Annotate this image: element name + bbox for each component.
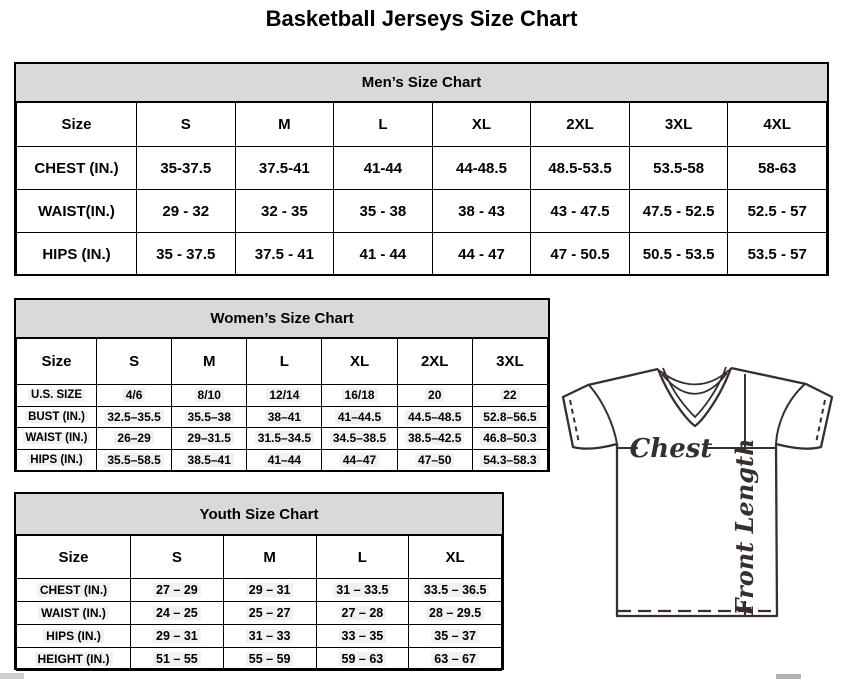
size-value: 34.5–38.5 — [322, 428, 397, 450]
size-value: 46.8–50.3 — [472, 428, 547, 450]
row-label: CHEST (IN.) — [17, 579, 131, 602]
column-header: 2XL — [531, 103, 630, 147]
column-header: S — [137, 103, 236, 147]
table-title: Women’s Size Chart — [16, 300, 548, 338]
column-header: XL — [322, 339, 397, 385]
size-value: 24 – 25 — [131, 602, 224, 625]
size-value: 37.5-41 — [235, 147, 334, 190]
size-value: 27 – 28 — [316, 602, 409, 625]
size-value: 41 - 44 — [334, 233, 433, 276]
size-value: 33.5 – 36.5 — [409, 579, 502, 602]
table-title: Men’s Size Chart — [16, 64, 827, 102]
size-value: 44 - 47 — [432, 233, 531, 276]
page-fragment-left — [0, 673, 24, 679]
size-header-label: Size — [17, 536, 131, 579]
size-value: 51 – 55 — [131, 648, 224, 671]
column-header: 3XL — [472, 339, 547, 385]
table-row — [17, 190, 827, 233]
size-value: 59 – 63 — [316, 648, 409, 671]
size-value: 35 - 38 — [334, 190, 433, 233]
size-header-label: Size — [17, 339, 97, 385]
size-value: 35-37.5 — [137, 147, 236, 190]
size-value: 52.5 - 57 — [728, 190, 827, 233]
mens-size-table — [14, 62, 829, 276]
size-value: 25 – 27 — [223, 602, 316, 625]
size-value: 12/14 — [247, 385, 322, 407]
size-value: 47–50 — [397, 449, 472, 471]
table-row — [17, 602, 502, 625]
row-label: WAIST(IN.) — [17, 190, 137, 233]
size-value: 22 — [472, 385, 547, 407]
size-value: 47.5 - 52.5 — [629, 190, 728, 233]
size-value: 50.5 - 53.5 — [629, 233, 728, 276]
womens-size-table — [14, 298, 550, 472]
collar-inner-line — [663, 367, 726, 417]
size-value: 53.5-58 — [629, 147, 728, 190]
youth-size-table — [14, 492, 504, 670]
table-row — [17, 449, 548, 471]
size-value: 38.5–42.5 — [397, 428, 472, 450]
size-value: 48.5-53.5 — [531, 147, 630, 190]
size-value: 44.5–48.5 — [397, 406, 472, 428]
table-row — [17, 233, 827, 276]
size-value: 52.8–56.5 — [472, 406, 547, 428]
size-value: 20 — [397, 385, 472, 407]
jersey-diagram-svg — [558, 364, 838, 622]
chest-label: Chest — [629, 434, 713, 464]
front-length-label: Front Length — [730, 438, 759, 616]
size-value: 33 – 35 — [316, 625, 409, 648]
size-value: 26–29 — [97, 428, 172, 450]
size-header-label: Size — [17, 103, 137, 147]
table-row — [17, 406, 548, 428]
size-value: 27 – 29 — [131, 579, 224, 602]
table-row — [17, 428, 548, 450]
jersey-measurement-diagram — [558, 364, 838, 622]
column-header: L — [334, 103, 433, 147]
size-value: 29 – 31 — [223, 579, 316, 602]
table-row — [17, 147, 827, 190]
size-value: 31 – 33 — [223, 625, 316, 648]
size-value: 31.5–34.5 — [247, 428, 322, 450]
right-armhole-seam — [776, 384, 805, 444]
size-value: 16/18 — [322, 385, 397, 407]
size-value: 35 - 37.5 — [137, 233, 236, 276]
size-value: 31 – 33.5 — [316, 579, 409, 602]
table-row — [17, 625, 502, 648]
column-header: M — [172, 339, 247, 385]
size-value: 29 - 32 — [137, 190, 236, 233]
size-value: 32 - 35 — [235, 190, 334, 233]
column-header: M — [235, 103, 334, 147]
row-label: HIPS (IN.) — [17, 449, 97, 471]
size-value: 37.5 - 41 — [235, 233, 334, 276]
size-value: 35.5–38 — [172, 406, 247, 428]
size-value: 29–31.5 — [172, 428, 247, 450]
size-value: 44-48.5 — [432, 147, 531, 190]
left-armhole-seam — [589, 385, 617, 444]
row-label: WAIST (IN.) — [17, 602, 131, 625]
size-value: 38–41 — [247, 406, 322, 428]
column-header: 2XL — [397, 339, 472, 385]
row-label: WAIST (IN.) — [17, 428, 97, 450]
size-value: 58-63 — [728, 147, 827, 190]
size-value: 63 – 67 — [409, 648, 502, 671]
collar-band-arc-2 — [662, 373, 727, 394]
size-value: 53.5 - 57 — [728, 233, 827, 276]
row-label: U.S. SIZE — [17, 385, 97, 407]
size-value: 41–44.5 — [322, 406, 397, 428]
table-row — [17, 385, 548, 407]
page-title: Basketball Jerseys Size Chart — [265, 6, 578, 31]
column-header: S — [97, 339, 172, 385]
column-header: 4XL — [728, 103, 827, 147]
size-value: 35.5–58.5 — [97, 449, 172, 471]
size-value: 41–44 — [247, 449, 322, 471]
size-value: 4/6 — [97, 385, 172, 407]
row-label: HIPS (IN.) — [17, 233, 137, 276]
size-value: 54.3–58.3 — [472, 449, 547, 471]
row-label: CHEST (IN.) — [17, 147, 137, 190]
column-header: L — [316, 536, 409, 579]
table-row — [17, 579, 502, 602]
column-header: S — [131, 536, 224, 579]
column-header: M — [223, 536, 316, 579]
row-label: HIPS (IN.) — [17, 625, 131, 648]
size-value: 28 – 29.5 — [409, 602, 502, 625]
size-value: 41-44 — [334, 147, 433, 190]
size-value: 32.5–35.5 — [97, 406, 172, 428]
size-value: 44–47 — [322, 449, 397, 471]
page-fragment-right — [776, 674, 801, 679]
column-header: XL — [409, 536, 502, 579]
size-value: 38.5–41 — [172, 449, 247, 471]
size-value: 43 - 47.5 — [531, 190, 630, 233]
size-value: 29 – 31 — [131, 625, 224, 648]
column-header: 3XL — [629, 103, 728, 147]
table-row — [17, 648, 502, 671]
size-value: 38 - 43 — [432, 190, 531, 233]
row-label: HEIGHT (IN.) — [17, 648, 131, 671]
column-header: L — [247, 339, 322, 385]
row-label: BUST (IN.) — [17, 406, 97, 428]
size-value: 8/10 — [172, 385, 247, 407]
table-title: Youth Size Chart — [16, 494, 502, 535]
size-value: 47 - 50.5 — [531, 233, 630, 276]
size-value: 35 – 37 — [409, 625, 502, 648]
size-value: 55 – 59 — [223, 648, 316, 671]
column-header: XL — [432, 103, 531, 147]
